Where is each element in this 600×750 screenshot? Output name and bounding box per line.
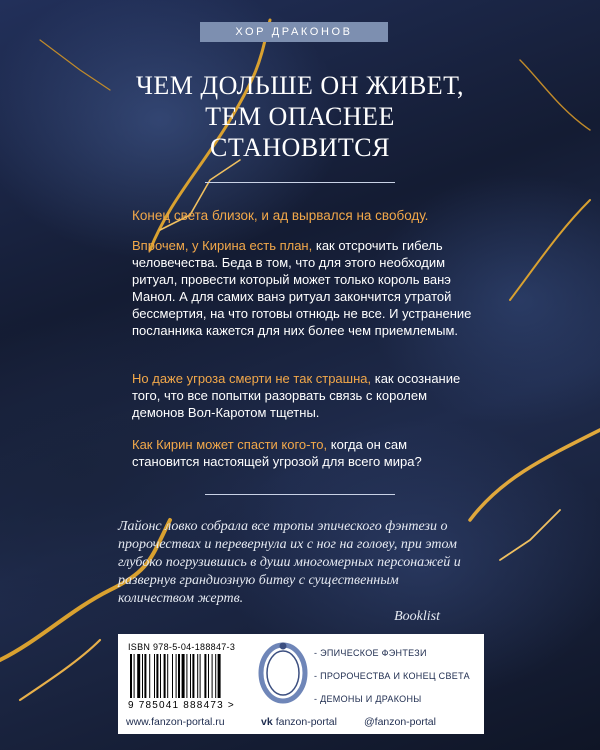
barcode-digits: 9 785041 888473 > bbox=[128, 700, 235, 711]
blurb-accent: Впрочем, у Кирина есть план, bbox=[132, 238, 313, 253]
barcode-bar bbox=[200, 654, 201, 698]
ouroboros-logo bbox=[256, 640, 310, 706]
barcode-bar bbox=[182, 654, 185, 698]
blurb-paragraph-1: Конец света близок, и ад вырвался на свободу. bbox=[132, 208, 429, 223]
vk-icon: vk bbox=[261, 716, 273, 728]
barcode-bar bbox=[186, 654, 187, 698]
barcode-bars bbox=[130, 654, 254, 698]
headline bbox=[60, 70, 540, 163]
barcode-bar bbox=[134, 654, 135, 698]
barcode-bar bbox=[142, 654, 143, 698]
divider bbox=[205, 494, 395, 495]
series-banner: ХОР ДРАКОНОВ bbox=[200, 22, 388, 42]
blurb-paragraph-4 bbox=[132, 436, 472, 470]
barcode-bar bbox=[197, 654, 198, 698]
genre-item: - ДЕМОНЫ И ДРАКОНЫ bbox=[314, 694, 422, 704]
barcode-bar bbox=[154, 654, 155, 698]
vk-handle: fanzon-portal bbox=[275, 716, 337, 728]
barcode-bar bbox=[144, 654, 146, 698]
barcode-bar bbox=[218, 654, 221, 698]
headline-line: ЧЕМ ДОЛЬШЕ ОН ЖИВЕТ, bbox=[136, 71, 464, 100]
review-quote: Лайонс ловко собрала все тропы эпического фэнтези о пророчествах и перевернула их с ног на голову, при этом глубоко погрузившись в души многомерных персонажей и развернув грандиозную битву с существенным количеством жертв. bbox=[118, 519, 461, 606]
barcode-bar bbox=[137, 654, 140, 698]
blurb-accent: Но даже угроза смерти не так страшна, bbox=[132, 371, 372, 386]
blurb-text: как осознание того, что все попытки разорвать связь с королем демонов Вол-Каротом тщетны. bbox=[132, 371, 461, 420]
barcode-bar bbox=[156, 654, 158, 698]
blurb-text: когда он сам становится настоящей угрозой для всего мира? bbox=[132, 437, 422, 469]
headline-line: СТАНОВИТСЯ bbox=[210, 133, 390, 162]
barcode-bar bbox=[208, 654, 209, 698]
barcode-bar bbox=[172, 654, 173, 698]
blurb-accent: Как Кирин может спасти кого-то, bbox=[132, 437, 328, 452]
barcode-bar bbox=[212, 654, 213, 698]
barcode-bar bbox=[190, 654, 191, 698]
barcode-bar bbox=[192, 654, 194, 698]
genre-list bbox=[314, 648, 484, 717]
barcode-bar bbox=[215, 654, 216, 698]
headline-line: ТЕМ ОПАСНЕЕ bbox=[205, 102, 395, 131]
isbn: ISBN 978-5-04-188847-3 bbox=[128, 642, 236, 652]
review-source: Booklist bbox=[394, 609, 440, 624]
barcode bbox=[128, 642, 256, 710]
barcode-bar bbox=[149, 654, 150, 698]
blurb-paragraph-3 bbox=[132, 370, 472, 421]
telegram-handle[interactable]: @fanzon-portal bbox=[364, 716, 436, 728]
barcode-bar bbox=[176, 654, 177, 698]
genre-item: - ЭПИЧЕСКОЕ ФЭНТЕЗИ bbox=[314, 648, 427, 658]
website-link[interactable]: www.fanzon-portal.ru bbox=[126, 716, 225, 728]
info-box bbox=[118, 634, 484, 734]
barcode-bar bbox=[164, 654, 166, 698]
genre-item: - ПРОРОЧЕСТВА И КОНЕЦ СВЕТА bbox=[314, 671, 470, 681]
barcode-bar bbox=[167, 654, 168, 698]
barcode-bar bbox=[178, 654, 180, 698]
blurb-text: как отсрочить гибель человечества. Беда в том, что для этого необходим ритуал, провести который может только король ванэ Манол. А для самих ванэ ритуал закончится утратой бессмертия, на что готовы отнюдь не все. И устранение посланника кажется для них более чем приемлемым. bbox=[132, 238, 472, 338]
vk-link[interactable] bbox=[261, 716, 337, 728]
footer-links bbox=[118, 716, 484, 732]
barcode-bar bbox=[130, 654, 132, 698]
barcode-bar bbox=[160, 654, 161, 698]
blurb-paragraph-2 bbox=[132, 237, 472, 339]
barcode-bar bbox=[204, 654, 206, 698]
divider bbox=[205, 182, 395, 183]
